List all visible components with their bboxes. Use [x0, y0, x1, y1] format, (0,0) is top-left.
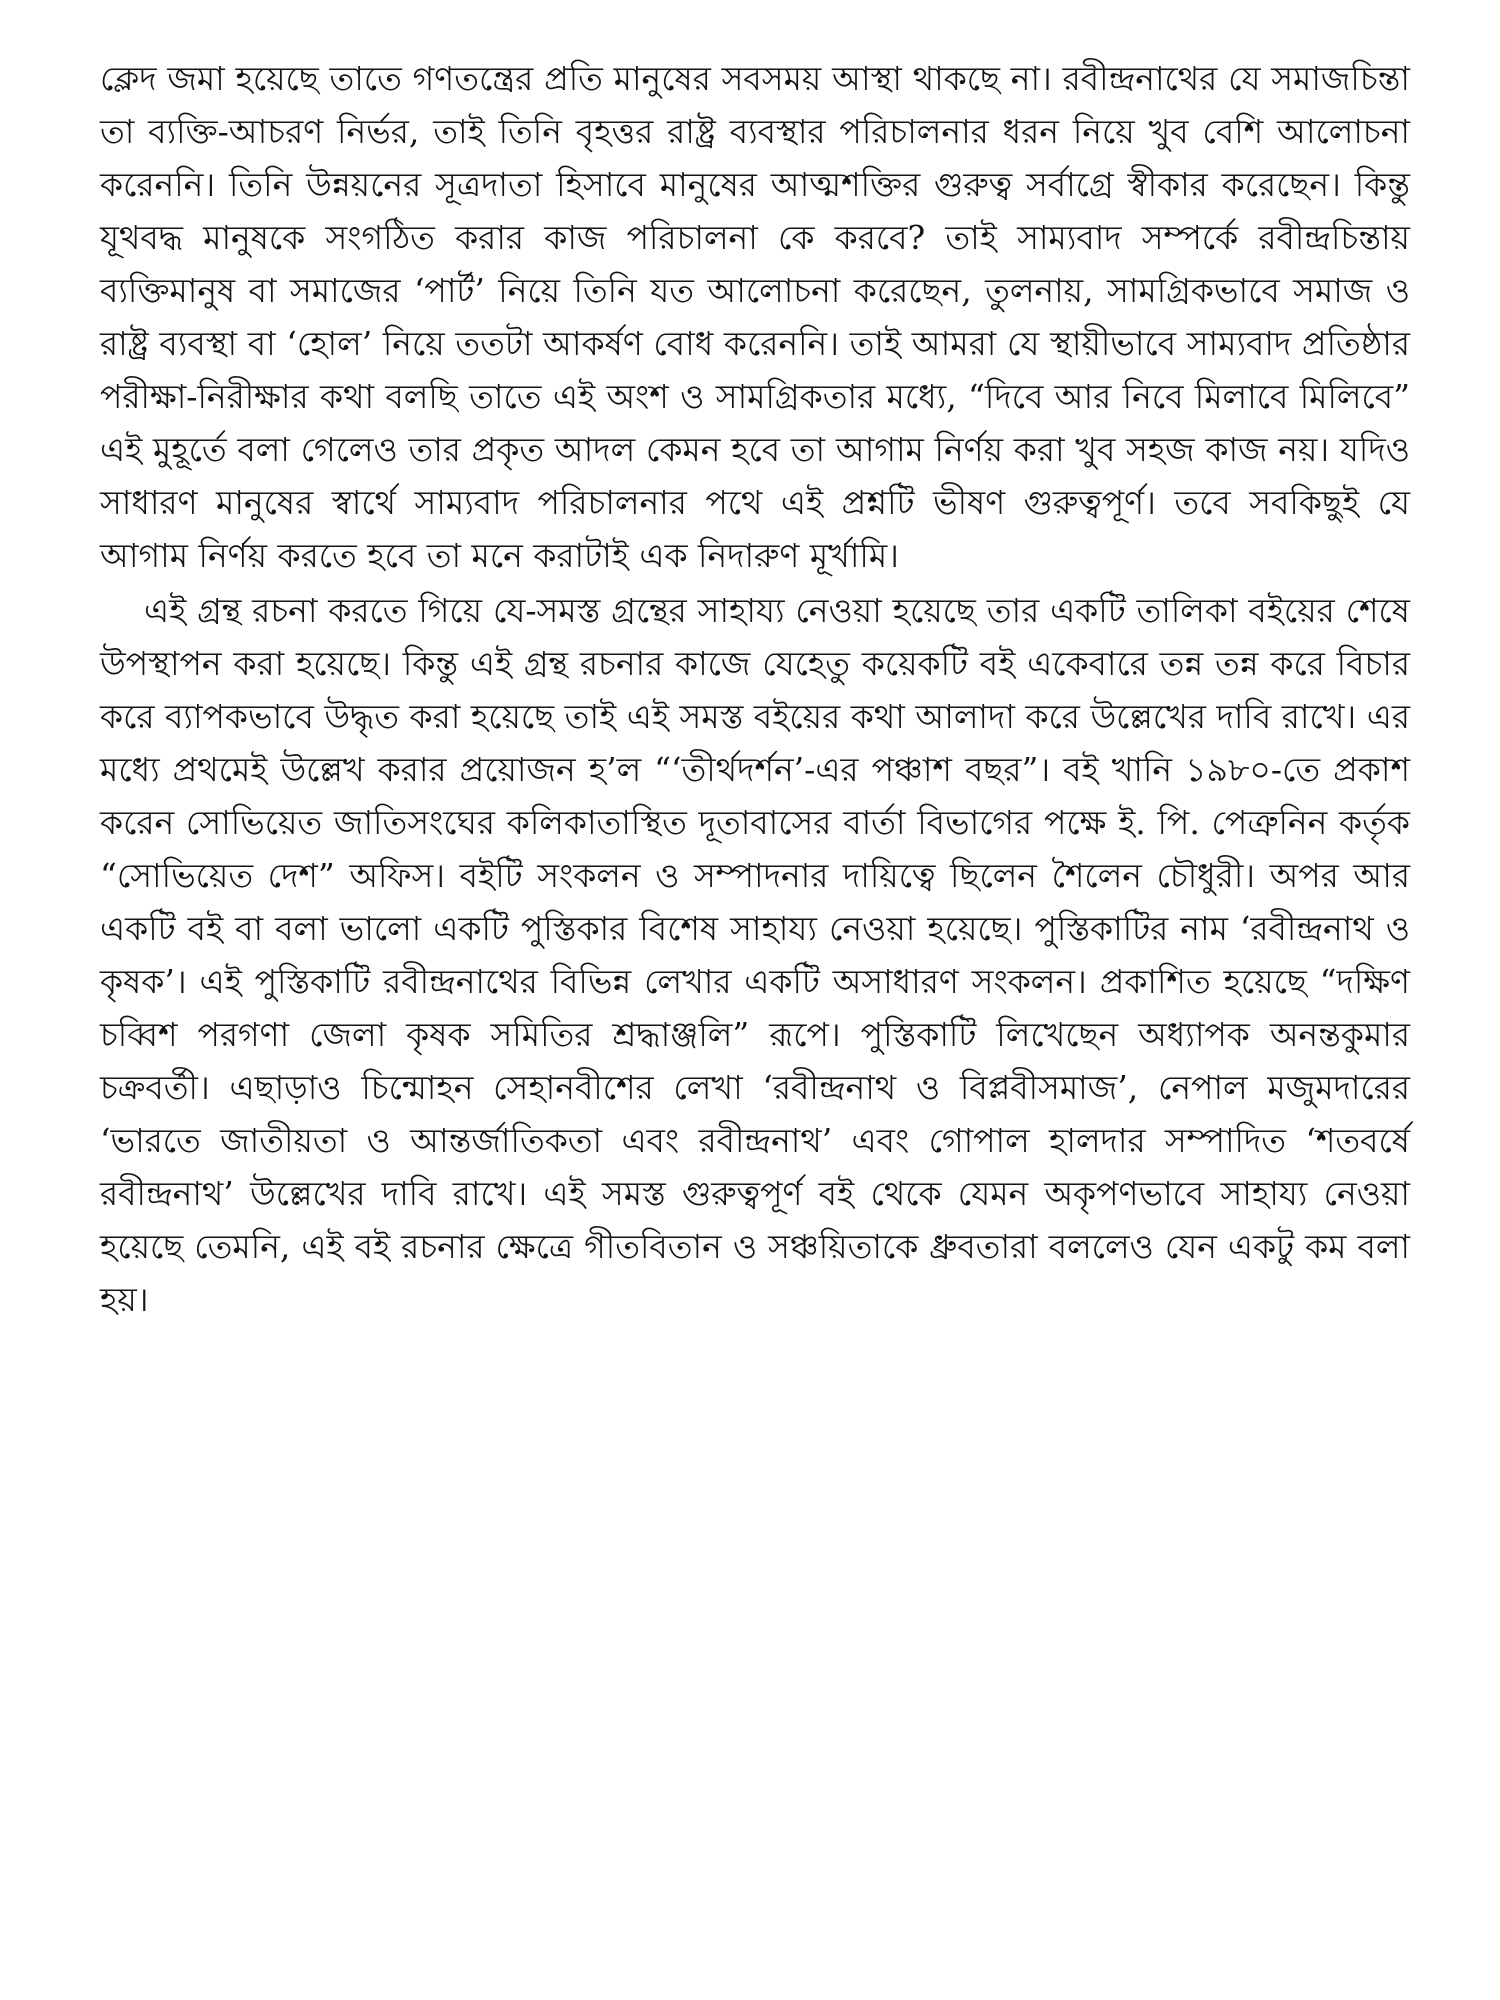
paragraph-2: এই গ্রন্থ রচনা করতে গিয়ে যে-সমস্ত গ্রন্থের সাহায্য নেওয়া হয়েছে তার একটি তালিকা বইয়ের শেষে উপস্থাপন করা হয়েছে। কিন্তু এই গ্রন্থ রচনার কাজে যেহেতু কয়েকটি বই একেবারে তন্ন তন্ন করে বিচার করে ব্যাপকভাবে উদ্ধৃত করা হয়েছে তাই এই সমস্ত বইয়ের কথা আলাদা করে উল্লেখের দাবি রাখে। এর মধ্যে প্রথমেই উল্লেখ করার প্রয়োজন হ’ল “‘তীর্থদর্শন’-এর পঞ্চাশ বছর”। বই খানি ১৯৮০-তে প্রকাশ করেন সোভিয়েত জাতিসংঘের কলিকাতাস্থিত দূতাবাসের বার্তা বিভাগের পক্ষে ই. পি. পেত্রুনিন কর্তৃক “সোভিয়েত দেশ” অফিস। বইটি সংকলন ও সম্পাদনার দায়িত্বে ছিলেন শৈলেন চৌধুরী। অপর আর একটি বই বা বলা ভালো একটি পুস্তিকার বিশেষ সাহায্য নেওয়া হয়েছে। পুস্তিকাটির নাম ‘রবীন্দ্রনাথ ও কৃষক’। এই পুস্তিকাটি রবীন্দ্রনাথের বিভিন্ন লেখার একটি অসাধারণ সংকলন। প্রকাশিত হয়েছে “দক্ষিণ চব্বিশ পরগণা জেলা কৃষক সমিতির শ্রদ্ধাঞ্জলি” রূপে। পুস্তিকাটি লিখেছেন অধ্যাপক অনন্তকুমার চক্রবর্তী। এছাড়াও চিন্মোহন সেহানবীশের লেখা ‘রবীন্দ্রনাথ ও বিপ্লবীসমাজ’, নেপাল মজুমদারের ‘ভারতে জাতীয়তা ও আন্তর্জাতিকতা এবং রবীন্দ্রনাথ’ এবং গোপাল হালদার সম্পাদিত ‘শতবর্ষে রবীন্দ্রনাথ’ উল্লেখের দাবি রাখে। এই সমস্ত গুরুত্বপূর্ণ বই থেকে যেমন অকৃপণভাবে সাহায্য নেওয়া হয়েছে তেমনি, এই বই রচনার ক্ষেত্রে গীতবিতান ও সঞ্চয়িতাকে ধ্রুবতারা বললেও যেন একটু কম বলা হয়। — [100, 591, 1410, 1319]
document-page — [100, 52, 1410, 1962]
paragraph-1: ক্লেদ জমা হয়েছে তাতে গণতন্ত্রের প্রতি মানুষের সবসময় আস্থা থাকছে না। রবীন্দ্রনাথের যে সমাজচিন্তা তা ব্যক্তি-আচরণ নির্ভর, তাই তিনি বৃহত্তর রাষ্ট্র ব্যবস্থার পরিচালনার ধরন নিয়ে খুব বেশি আলোচনা করেননি। তিনি উন্নয়নের সূত্রদাতা হিসাবে মানুষের আত্মশক্তির গুরুত্ব সর্বাগ্রে স্বীকার করেছেন। কিন্তু যূথবদ্ধ মানুষকে সংগঠিত করার কাজ পরিচালনা কে করবে? তাই সাম্যবাদ সম্পর্কে রবীন্দ্রচিন্তায় ব্যক্তিমানুষ বা সমাজের ‘পার্ট’ নিয়ে তিনি যত আলোচনা করেছেন, তুলনায়, সামগ্রিকভাবে সমাজ ও রাষ্ট্র ব্যবস্থা বা ‘হোল’ নিয়ে ততটা আকর্ষণ বোধ করেননি। তাই আমরা যে স্থায়ীভাবে সাম্যবাদ প্রতিষ্ঠার পরীক্ষা-নিরীক্ষার কথা বলছি তাতে এই অংশ ও সামগ্রিকতার মধ্যে, “দিবে আর নিবে মিলাবে মিলিবে” এই মুহূর্তে বলা গেলেও তার প্রকৃত আদল কেমন হবে তা আগাম নির্ণয় করা খুব সহজ কাজ নয়। যদিও সাধারণ মানুষের স্বার্থে সাম্যবাদ পরিচালনার পথে এই প্রশ্নটি ভীষণ গুরুত্বপূর্ণ। তবে সবকিছুই যে আগাম নির্ণয় করতে হবে তা মনে করাটাই এক নিদারুণ মূর্খামি। — [100, 59, 1410, 575]
